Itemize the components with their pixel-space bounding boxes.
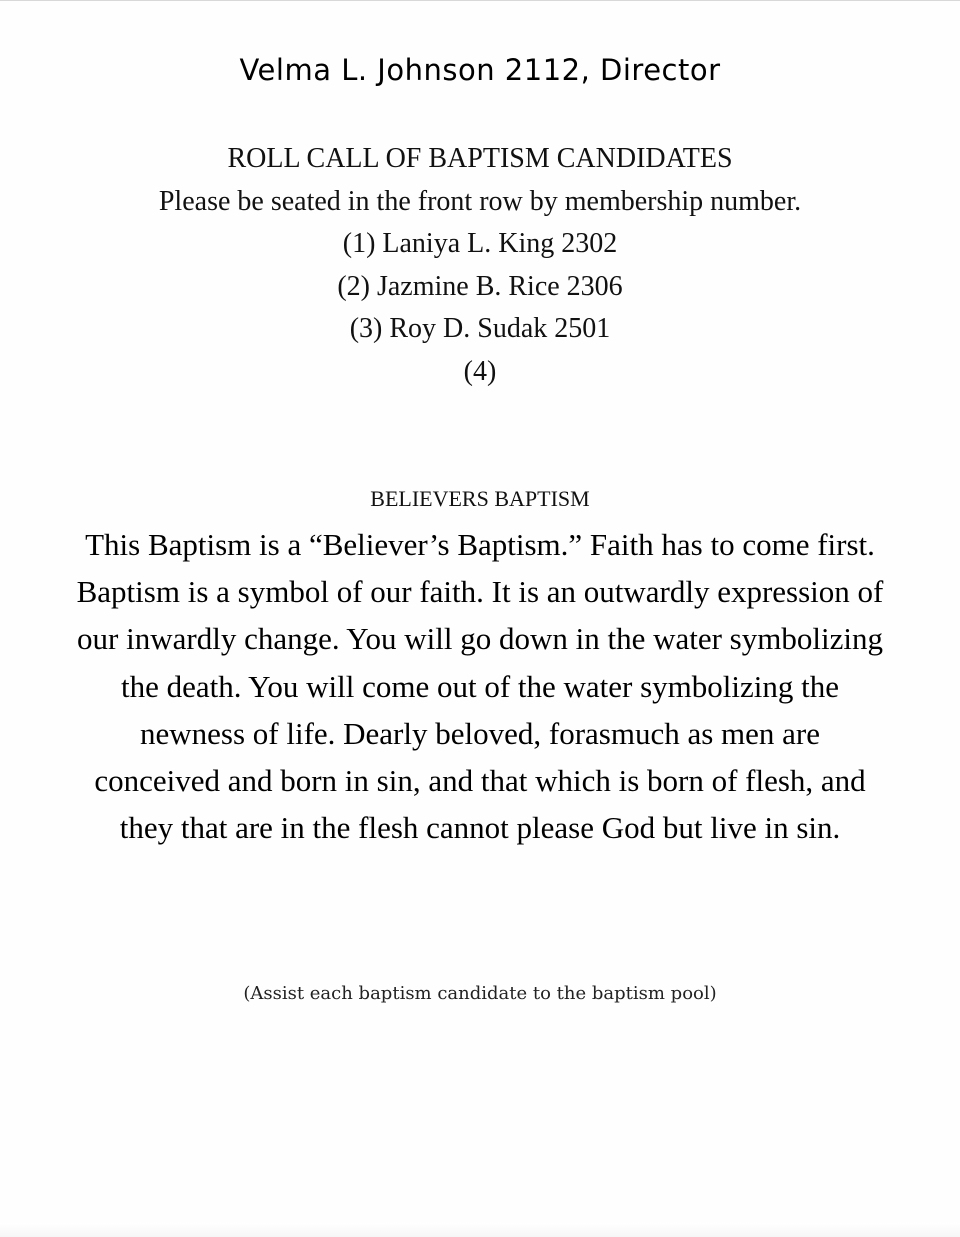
director-heading: Velma L. Johnson 2112, Director xyxy=(239,53,721,87)
paragraph-line: they that are in the flesh cannot please God but live in sin. xyxy=(119,810,841,846)
paragraph-line: the death. You will come out of the water symbolizing the xyxy=(120,668,840,704)
candidate-2: (2) Jazmine B. Rice 2306 xyxy=(337,270,623,302)
believers-baptism-title: BELIEVERS BAPTISM xyxy=(370,486,590,511)
roll-call-title: ROLL CALL OF BAPTISM CANDIDATES xyxy=(227,143,733,174)
candidate-3: (3) Roy D. Sudak 2501 xyxy=(349,313,611,344)
candidate-4: (4) xyxy=(463,355,497,387)
assist-instruction: (Assist each baptism candidate to the baptism pool) xyxy=(243,983,717,1004)
paragraph-line: our inwardly change. You will go down in the water symbolizing xyxy=(77,621,883,657)
paragraph-line: newness of life. Dearly beloved, forasmuch as men are xyxy=(139,715,821,751)
paragraph-line: Baptism is a symbol of our faith. It is an outwardly expression of xyxy=(76,574,884,610)
page-bottom-edge xyxy=(0,1223,960,1237)
seating-instruction: Please be seated in the front row by membership number. xyxy=(158,185,802,217)
paragraph-line: conceived and born in sin, and that which is born of flesh, and xyxy=(94,763,866,799)
paragraph-line: This Baptism is a “Believer’s Baptism.” Faith has to come first. xyxy=(85,527,875,562)
believers-baptism-paragraph xyxy=(30,521,930,851)
candidate-1: (1) Laniya L. King 2302 xyxy=(342,228,618,259)
roll-call-section xyxy=(0,138,960,393)
